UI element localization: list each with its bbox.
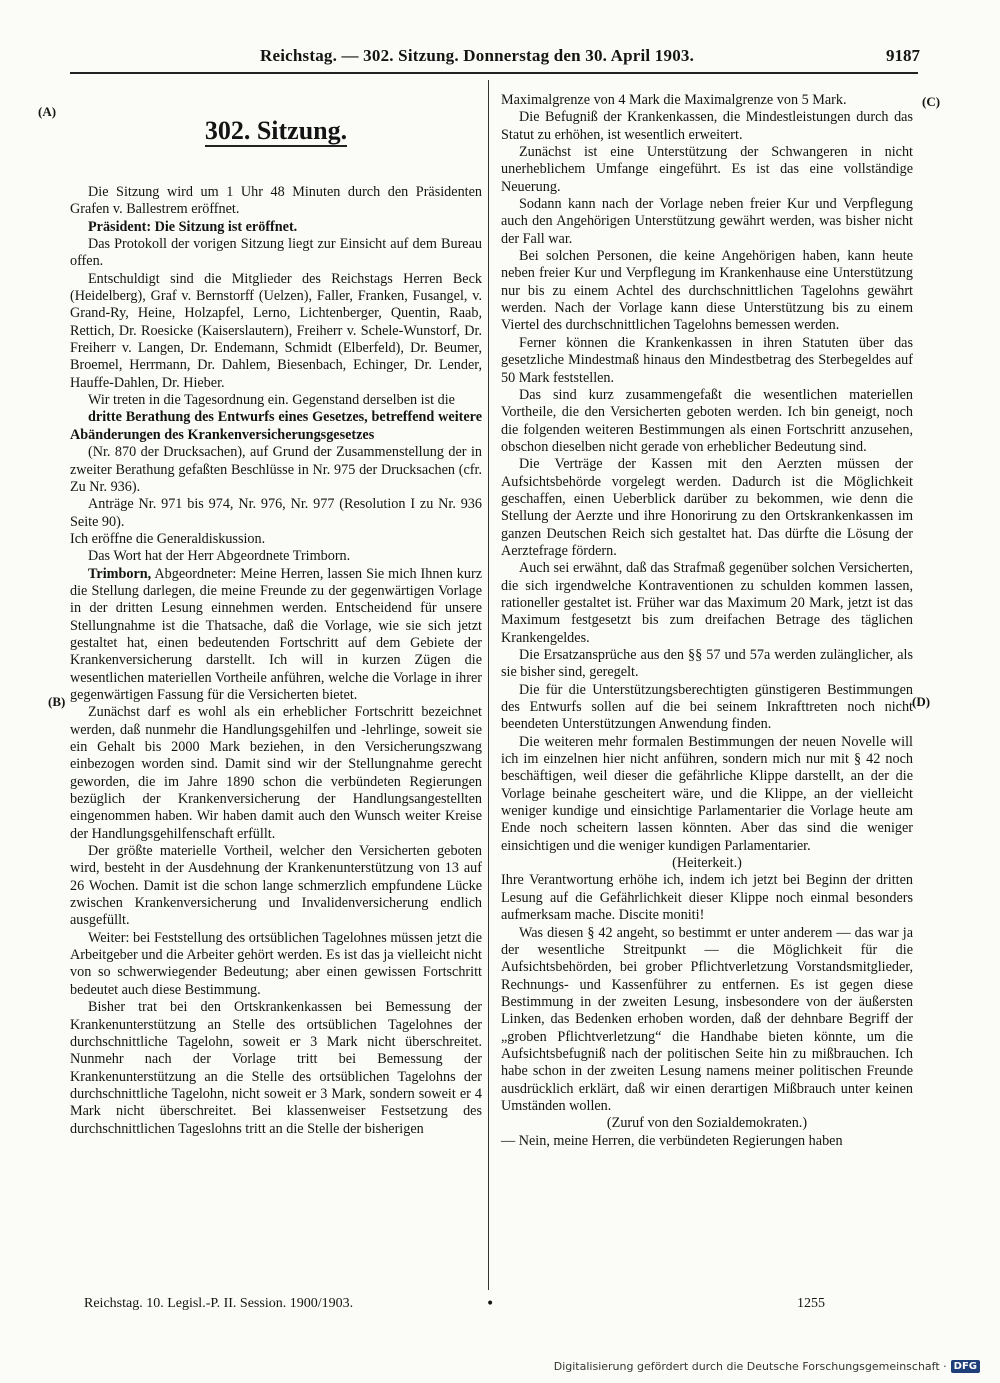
paragraph: Bisher trat bei den Ortskrankenkassen bei Bemessung der Krankenunterstützung an Stelle des ortsüblichen Tagelohnes der durchschnittliche Tagelohn, soweit er 3 Mark nicht überschreitet. Nunmehr nach der Vorlage tritt bei Bemessung der Krankenunterstützung an die Stelle des ortsüblichen Tagelohns der durchschnittliche Tagelohn, nicht soweit er 3 Mark, sondern soweit er 4 Mark nicht überschreitet. Bei klassenweiser Festsetzung des durchschnittlichen Tageslohns tritt an die Stelle der bisherigen [70,999,482,1137]
paragraph: Die Sitzung wird um 1 Uhr 48 Minuten durch den Präsidenten Grafen v. Ballestrem eröffnet. [70,184,482,218]
footer-signature: Reichstag. 10. Legisl.-P. II. Session. 1900/1903. [84,1296,354,1311]
session-title: 302. Sitzung. [204,116,348,145]
credit-text: Digitalisierung gefördert durch die Deutsche Forschungsgemeinschaft · [553,1360,947,1373]
header-rule [70,72,918,74]
speech-text: Abgeordneter: Meine Herren, lassen Sie mich Ihnen kurz die Stellung darlegen, die meine Freunde zu der gegenwärtigen Vorlage in der dritten Lesung einnehmen werden. Entscheidend für unsere Stellungnahme ist die Thatsache, daß die Vorlage, wie sie sich jetzt gestaltet hat, einen bedeutenden Fortschritt auf dem Gebiete der Krankenversicherung darstellt. Ich will in kurzen Zügen die wesentlichen materiellen Vortheile anführen, welche die Vorlage in ihrer gegenwärtigen Fassung für die Versicherten bietet. [70,565,483,703]
paragraph: Ferner können die Krankenkassen in ihren Statuten über das gesetzliche Mindestmaß hinaus den Mindestbetrag des Sterbegeldes auf 50 Mark feststellen. [501,334,913,386]
paragraph: Die für die Unterstützungsberechtigten günstigeren Bestimmungen des Entwurfs sollen auf die bei seinem Inkrafttreten noch nicht beendeten Unterstützungen Anwendung finden. [501,681,913,733]
paragraph: Die Verträge der Kassen mit den Aerzten müssen der Aufsichtsbehörde vorgelegt werden. Dadurch ist die Möglichkeit geschaffen, einen Ueberblick darüber zu bekommen, wie denn die Stellung der Aerzte und ihre Honorirung zu den Ortskrankenkassen im ganzen Deutschen Reich sich gestaltet hat. Das dürfte die Lösung der Aerztefrage fördern. [501,456,913,559]
interjection: (Zuruf von den Sozialdemokraten.) [606,1115,808,1132]
paragraph: Bei solchen Personen, die keine Angehörigen haben, kann heute neben freier Kur und Verpflegung im Krankenhause eine Unterstützung nur bis zu einem Achtel des durchschnittlichen Tagelohns gewährt werden. Nach der Vorlage kann diese Unterstützung bis zu einem Viertel des durchschnittlichen Tagelohns bemessen werden. [501,248,913,334]
margin-marker-b: (B) [48,694,66,709]
paragraph: Zunächst ist eine Unterstützung der Schwangeren in nicht unerheblichem Umfange eingeführt. Es ist das eine vollständige Neuerung. [501,144,913,195]
paragraph: Ich eröffne die Generaldiskussion. [70,530,266,547]
paragraph: Zunächst darf es wohl als ein erheblicher Fortschritt bezeichnet werden, daß nunmehr die Handlungsgehilfen und -lehrlinge, soweit sie ein Gehalt bis 2000 Mark beziehen, in den Versicherungszwang einbezogen worden sind. Damit sind wir der Stellungnahme gerecht geworden, die im Jahre 1890 schon die verbündeten Regierungen bezüglich der Krankenversicherung der Handlungsangestellten eingenommen haben. Wir haben damit auch den Wunsch weiter Kreise der Handlungsgehilfenschaft erfüllt. [70,704,482,842]
paragraph: Die Befugniß der Krankenkassen, die Mindestleistungen durch das Statut zu erhöhen, ist wesentlich erweitert. [501,109,913,143]
footer-dot: • [486,1296,495,1312]
agenda-item: dritte Berathung des Entwurfs eines Gesetzes, betreffend weitere Abänderungen des Krankenversicherungsgesetzes [70,409,482,443]
digitization-credit [554,1360,980,1373]
paragraph: Das Wort hat der Herr Abgeordnete Trimborn. [88,548,351,565]
paragraph: — Nein, meine Herren, die verbündeten Regierungen haben [501,1132,843,1149]
paragraph: Entschuldigt sind die Mitglieder des Reichstags Herren Beck (Heidelberg), Graf v. Bernstorff (Uelzen), Faller, Franken, Fusangel, v. Grand-Ry, Heine, Holzapfel, Lerno, Lichtenberger, Quentin, Raab, Rettich, Dr. Roesicke (Kaiserslautern), Freiherr v. Schele-Wunstorf, Dr. Freiherr v. Langen, Dr. Endemann, Schmidt (Elberfeld), Dr. Beumer, Broemel, Herrmann, Dr. Dahlem, Biesenbach, Echinger, Dr. Lender, Hauffe-Dahlen, Dr. Hieber. [70,270,482,391]
agenda-reference: (Nr. 870 der Drucksachen), auf Grund der Zusammenstellung der in zweiter Berathung gefaßten Beschlüsse in Nr. 975 der Drucksachen (cfr. Zu Nr. 936). [70,444,482,495]
footer-sheet-number: 1255 [797,1296,825,1311]
left-column [70,88,482,1138]
paragraph: Das sind kurz zusammengefaßt die wesentlichen materiellen Vortheile, die den Versicherten geboten werden. Ich bin geneigt, noch die folgenden weiteren Bestimmungen als einen Fortschritt anzusehen, obschon dieselben nicht gerade von erheblicher Bedeutung sind. [501,386,913,455]
paragraph: Anträge Nr. 971 bis 974, Nr. 976, Nr. 977 (Resolution I zu Nr. 936 Seite 90). [70,496,482,530]
page-number: 9187 [886,46,920,65]
interjection: (Heiterkeit.) [672,855,742,872]
paragraph: Auch sei erwähnt, daß das Strafmaß gegenüber solchen Versicherten, die sich irgendwelche Kontraventionen zu schulden kommen lassen, rationeller gestaltet ist. Früher war das Maximum 20 Mark, jetzt ist das Maximum festgesetzt bis zum dreifachen Betrage des täglichen Krankengeldes. [501,560,913,646]
paragraph: Die Ersatzansprüche aus den §§ 57 und 57a werden zulänglicher, als sie bisher sind, geregelt. [501,647,913,681]
column-divider [488,80,489,1290]
paragraph: Wir treten in die Tagesordnung ein. Gegenstand derselben ist die [88,392,455,409]
paragraph: Sodann kann nach der Vorlage neben freier Kur und Verpflegung auch den Angehörigen Unterstützung gewährt werden, was bisher nicht der Fall war. [501,196,913,247]
paragraph: Ihre Verantwortung erhöhe ich, indem ich jetzt bei Beginn der dritten Lesung auf die Gefährlichkeit dieser Klippe noch einmal besonders aufmerksam mache. Discite moniti! [501,872,913,924]
paragraph: Was diesen § 42 angeht, so bestimmt er unter anderem — das war ja der wesentliche Streitpunkt — die Möglichkeit für die Aufsichtsbehörden, bei grober Pflichtverletzung Vorstandsmitglieder, Rechnungs- und Kassenführer zu entfernen. Es ist gegen diese Bestimmung in der zweiten Lesung, insbesondere von der äußersten Linken, das Bedenken erhoben worden, daß der dehnbare Begriff der „groben Pflichtverletzung“ die Handhabe bieten könnte, um die Aufsichtsbefugniß nach der politischen Seite hin zu mißbrauchen. Ich habe schon in der zweiten Lesung namens meiner politischen Freunde ausdrücklich erklärt, daß wir einen derartigen Mißbrauch unter keinen Umständen wollen. [501,924,913,1114]
right-column [501,92,913,1150]
paragraph: Das Protokoll der vorigen Sitzung liegt zur Einsicht auf dem Bureau offen. [70,236,482,270]
running-title: Reichstag. — 302. Sitzung. Donnerstag den 30. April 1903. [260,46,695,65]
paragraph: Präsident: Die Sitzung ist eröffnet. [88,218,298,235]
speaker-name: Trimborn, [88,565,152,582]
paragraph: Die weiteren mehr formalen Bestimmungen der neuen Novelle will ich im einzelnen hier nicht anführen, sondern mich nur mit § 42 noch beschäftigen, weil dieser die gefährliche Klippe darstellt, an der die Vorlage beinahe gescheitert wäre, und die Klippe, an der vielleicht weniger kundige und einsichtige Parlamentarier die Vorlage heute am Ende noch scheitern lassen könnten. Aber das sind die weniger einsichtigen und die weniger kundigen Parlamentarier. [501,733,913,854]
paragraph: Der größte materielle Vortheil, welcher den Versicherten geboten wird, besteht in der Ausdehnung der Krankenunterstützung von 13 auf 26 Wochen. Damit ist die schon lange schmerzlich empfundene Lücke zwischen Krankenversicherung und Invalidenversicherung endlich ausgefüllt. [70,843,482,929]
speech [70,566,482,705]
margin-marker-c: (C) [922,94,941,109]
paragraph: Weiter: bei Feststellung des ortsüblichen Tagelohnes müssen jetzt die Arbeitgeber und die Arbeiter gehört werden. Es ist das ja vielleicht nicht von so schwerwiegender Bedeutung; aber einen gewissen Fortschritt bedeutet auch diese Bestimmung. [70,929,482,998]
running-header [70,46,920,70]
margin-marker-d: (D) [912,694,931,709]
margin-marker-a: (A) [38,104,57,119]
dfg-logo: DFG [951,1360,980,1373]
paragraph: Maximalgrenze von 4 Mark die Maximalgrenze von 5 Mark. [501,92,847,108]
